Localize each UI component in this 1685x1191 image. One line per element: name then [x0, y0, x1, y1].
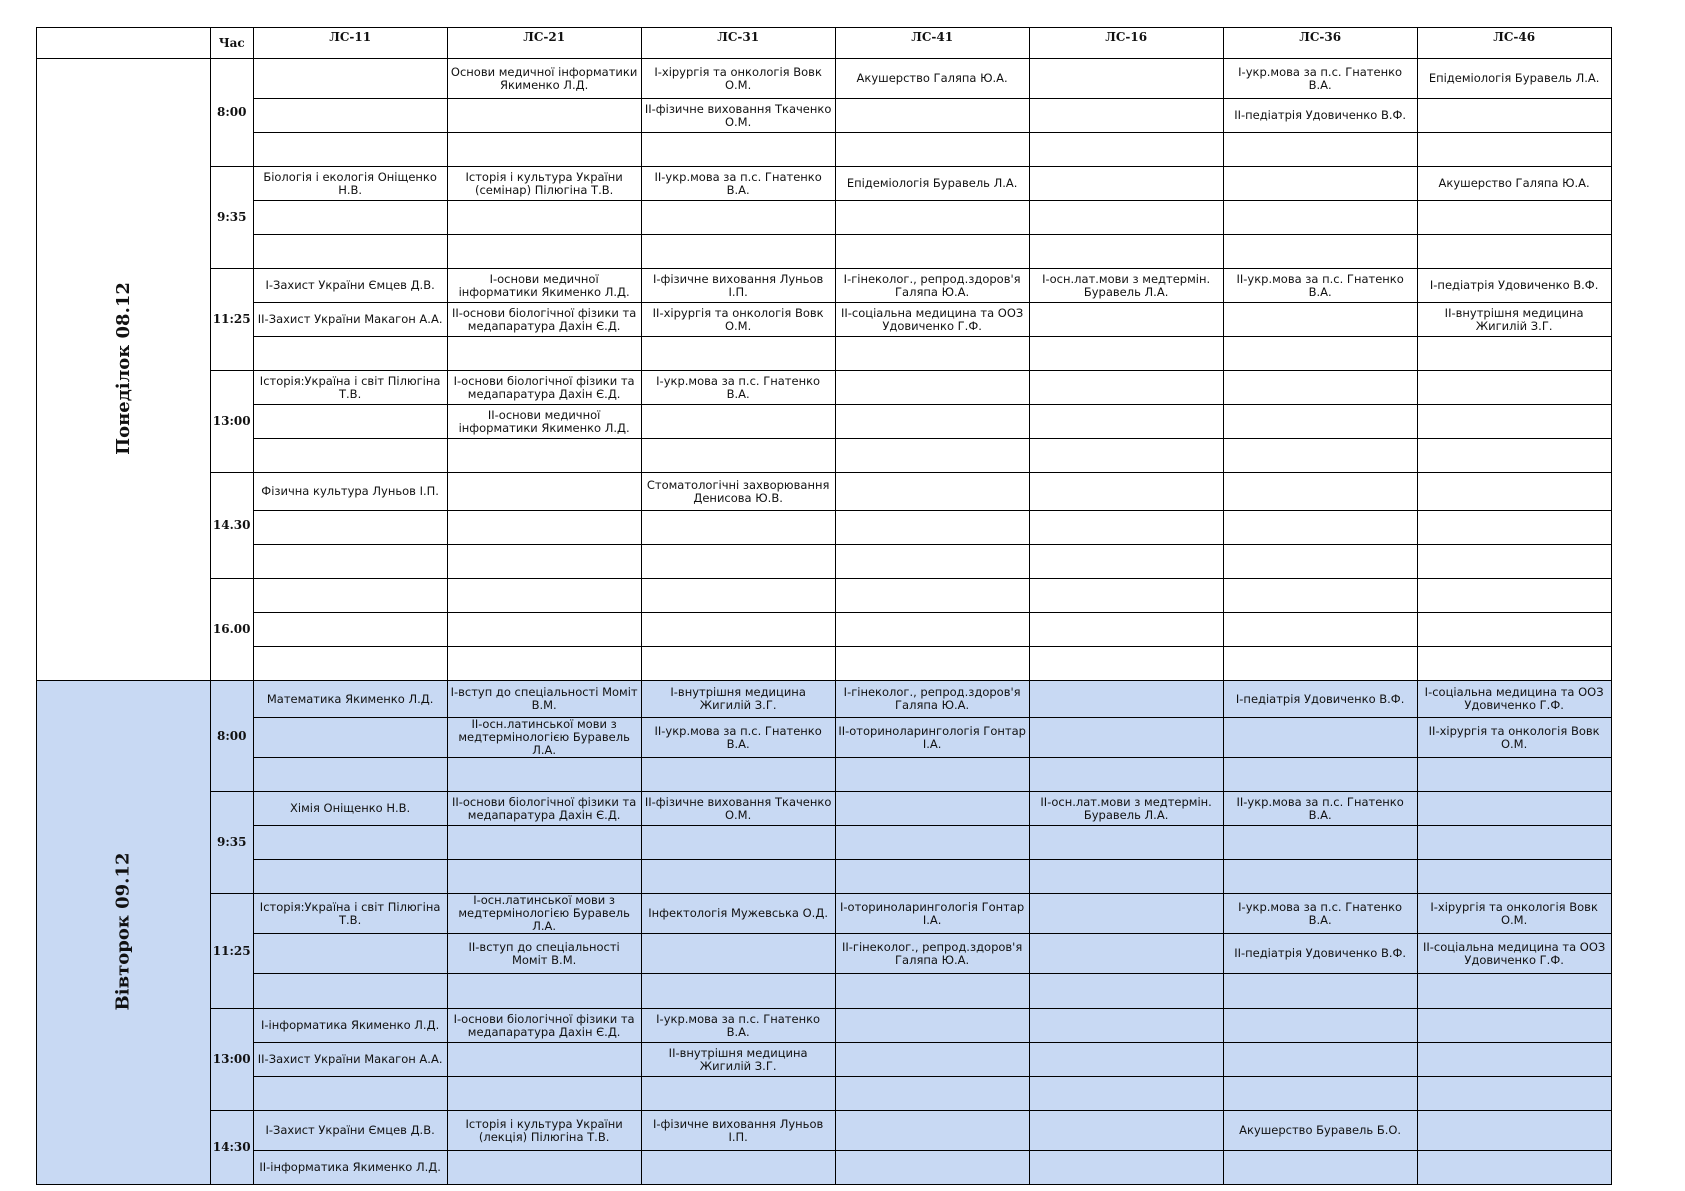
- group-header: ЛС-31: [641, 28, 835, 59]
- schedule-row: [37, 860, 1612, 894]
- class-cell: [835, 337, 1029, 371]
- class-cell: II-Захист України Макагон А.А.: [253, 303, 447, 337]
- class-cell: [447, 860, 641, 894]
- class-cell: I-фізичне виховання Луньов І.П.: [641, 269, 835, 303]
- time-cell: 8:00: [210, 59, 253, 167]
- schedule-row: [37, 934, 1612, 974]
- class-cell: [1223, 439, 1417, 473]
- class-cell: [1417, 1009, 1611, 1043]
- class-cell: [641, 826, 835, 860]
- class-cell: [1417, 758, 1611, 792]
- schedule-row: [37, 647, 1612, 681]
- class-cell: [1029, 934, 1223, 974]
- class-cell: [447, 647, 641, 681]
- class-cell: Історія:Україна і світ Пілюгіна Т.В.: [253, 371, 447, 405]
- class-cell: [1417, 439, 1611, 473]
- class-cell: [1417, 1077, 1611, 1111]
- class-cell: Інфектологія Мужевська О.Д.: [641, 894, 835, 934]
- class-cell: [835, 826, 1029, 860]
- schedule-row: [37, 894, 1612, 934]
- class-cell: [1417, 337, 1611, 371]
- schedule-row: [37, 167, 1612, 201]
- schedule-row: [37, 133, 1612, 167]
- class-cell: [253, 337, 447, 371]
- schedule-row: [37, 99, 1612, 133]
- schedule-row: [37, 718, 1612, 758]
- class-cell: [1223, 579, 1417, 613]
- schedule-sheet: [36, 27, 1612, 1185]
- class-cell: [641, 647, 835, 681]
- class-cell: I-хірургія та онкологія Вовк О.М.: [641, 59, 835, 99]
- corner-cell: [37, 28, 211, 59]
- schedule-row: [37, 579, 1612, 613]
- class-cell: [1029, 201, 1223, 235]
- time-cell: 11:25: [210, 894, 253, 1009]
- class-cell: Фізична культура Луньов І.П.: [253, 473, 447, 511]
- class-cell: [253, 1077, 447, 1111]
- class-cell: [641, 133, 835, 167]
- class-cell: I-соціальна медицина та ООЗ Удовиченко Г.Ф.: [1417, 681, 1611, 718]
- group-header: ЛС-11: [253, 28, 447, 59]
- class-cell: [447, 1043, 641, 1077]
- class-cell: [835, 201, 1029, 235]
- class-cell: II-Захист України Макагон А.А.: [253, 1043, 447, 1077]
- class-cell: [1029, 99, 1223, 133]
- class-cell: [1417, 473, 1611, 511]
- time-cell: 9:35: [210, 792, 253, 894]
- schedule-row: [37, 511, 1612, 545]
- time-cell: 14:30: [210, 1111, 253, 1185]
- schedule-row: [37, 439, 1612, 473]
- class-cell: [253, 59, 447, 99]
- class-cell: [253, 860, 447, 894]
- class-cell: [253, 718, 447, 758]
- class-cell: [447, 579, 641, 613]
- class-cell: II-педіатрія Удовиченко В.Ф.: [1223, 934, 1417, 974]
- time-cell: 11:25: [210, 269, 253, 371]
- schedule-row: [37, 792, 1612, 826]
- class-cell: [1223, 1077, 1417, 1111]
- class-cell: I-основи медичної інформатики Якименко Л.Д.: [447, 269, 641, 303]
- class-cell: [447, 133, 641, 167]
- class-cell: [1417, 860, 1611, 894]
- class-cell: [447, 439, 641, 473]
- class-cell: [253, 405, 447, 439]
- class-cell: [1417, 511, 1611, 545]
- class-cell: [835, 511, 1029, 545]
- class-cell: I-інформатика Якименко Л.Д.: [253, 1009, 447, 1043]
- class-cell: [447, 235, 641, 269]
- class-cell: I-вступ до спеціальності Моміт В.М.: [447, 681, 641, 718]
- class-cell: I-хірургія та онкологія Вовк О.М.: [1417, 894, 1611, 934]
- class-cell: Історія:Україна і світ Пілюгіна Т.В.: [253, 894, 447, 934]
- class-cell: I-укр.мова за п.с. Гнатенко В.А.: [641, 1009, 835, 1043]
- class-cell: II-фізичне виховання Ткаченко О.М.: [641, 99, 835, 133]
- class-cell: I-Захист України Ємцев Д.В.: [253, 269, 447, 303]
- class-cell: [1223, 974, 1417, 1009]
- class-cell: II-основи біологічної фізики та медапаратура Дахін Є.Д.: [447, 303, 641, 337]
- class-cell: I-педіатрія Удовиченко В.Ф.: [1417, 269, 1611, 303]
- class-cell: I-укр.мова за п.с. Гнатенко В.А.: [641, 371, 835, 405]
- class-cell: [835, 579, 1029, 613]
- class-cell: [835, 792, 1029, 826]
- class-cell: Епідеміологія Буравель Л.А.: [835, 167, 1029, 201]
- class-cell: [641, 860, 835, 894]
- class-cell: [1223, 545, 1417, 579]
- class-cell: [1029, 303, 1223, 337]
- class-cell: [1417, 201, 1611, 235]
- class-cell: [835, 133, 1029, 167]
- schedule-row: [37, 371, 1612, 405]
- class-cell: [1223, 860, 1417, 894]
- class-cell: [1417, 545, 1611, 579]
- class-cell: I-фізичне виховання Луньов І.П.: [641, 1111, 835, 1151]
- class-cell: Математика Якименко Л.Д.: [253, 681, 447, 718]
- time-cell: 9:35: [210, 167, 253, 269]
- class-cell: [641, 439, 835, 473]
- group-header: ЛС-36: [1223, 28, 1417, 59]
- schedule-row: [37, 545, 1612, 579]
- class-cell: [1223, 473, 1417, 511]
- schedule-row: [37, 1111, 1612, 1151]
- class-cell: [253, 235, 447, 269]
- class-cell: II-укр.мова за п.с. Гнатенко В.А.: [1223, 269, 1417, 303]
- class-cell: [835, 1111, 1029, 1151]
- class-cell: [1223, 337, 1417, 371]
- class-cell: [835, 439, 1029, 473]
- time-cell: 16.00: [210, 579, 253, 681]
- class-cell: II-інформатика Якименко Л.Д.: [253, 1151, 447, 1185]
- class-cell: [1029, 511, 1223, 545]
- day-label: Понеділок 08.12: [112, 282, 134, 455]
- schedule-row: [37, 974, 1612, 1009]
- class-cell: [1029, 758, 1223, 792]
- class-cell: [253, 758, 447, 792]
- class-cell: [1223, 1151, 1417, 1185]
- class-cell: I-осн.лат.мови з медтермін. Буравель Л.А.: [1029, 269, 1223, 303]
- class-cell: [253, 579, 447, 613]
- class-cell: II-основи медичної інформатики Якименко Л.Д.: [447, 405, 641, 439]
- class-cell: [835, 473, 1029, 511]
- class-cell: [253, 133, 447, 167]
- header-row: [37, 28, 1612, 59]
- class-cell: [253, 934, 447, 974]
- class-cell: [641, 579, 835, 613]
- class-cell: II-оториноларингологія Гонтар І.А.: [835, 718, 1029, 758]
- class-cell: II-педіатрія Удовиченко В.Ф.: [1223, 99, 1417, 133]
- class-cell: [447, 511, 641, 545]
- class-cell: [1223, 826, 1417, 860]
- class-cell: [1223, 201, 1417, 235]
- class-cell: I-гінеколог., репрод.здоров'я Галяпа Ю.А.: [835, 681, 1029, 718]
- class-cell: Акушерство Галяпа Ю.А.: [1417, 167, 1611, 201]
- group-header: ЛС-46: [1417, 28, 1611, 59]
- class-cell: I-укр.мова за п.с. Гнатенко В.А.: [1223, 59, 1417, 99]
- class-cell: [1223, 647, 1417, 681]
- class-cell: [253, 511, 447, 545]
- class-cell: [641, 613, 835, 647]
- class-cell: I-Захист України Ємцев Д.В.: [253, 1111, 447, 1151]
- class-cell: [1029, 647, 1223, 681]
- class-cell: II-соціальна медицина та ООЗ Удовиченко Г.Ф.: [1417, 934, 1611, 974]
- class-cell: [253, 974, 447, 1009]
- schedule-row: [37, 1077, 1612, 1111]
- class-cell: Акушерство Буравель Б.О.: [1223, 1111, 1417, 1151]
- class-cell: [447, 545, 641, 579]
- class-cell: [1029, 371, 1223, 405]
- class-cell: I-осн.латинської мови з медтермінологією Буравель Л.А.: [447, 894, 641, 934]
- class-cell: [1223, 235, 1417, 269]
- time-cell: 13:00: [210, 1009, 253, 1111]
- class-cell: [835, 613, 1029, 647]
- class-cell: [1029, 133, 1223, 167]
- class-cell: [1417, 579, 1611, 613]
- class-cell: [835, 371, 1029, 405]
- class-cell: II-соціальна медицина та ООЗ Удовиченко Г.Ф.: [835, 303, 1029, 337]
- class-cell: [1417, 99, 1611, 133]
- class-cell: [1029, 1009, 1223, 1043]
- class-cell: [835, 758, 1029, 792]
- class-cell: [835, 974, 1029, 1009]
- time-cell: 14.30: [210, 473, 253, 579]
- class-cell: II-осн.латинської мови з медтермінологією Буравель Л.А.: [447, 718, 641, 758]
- class-cell: I-педіатрія Удовиченко В.Ф.: [1223, 681, 1417, 718]
- class-cell: [1417, 405, 1611, 439]
- class-cell: [1417, 647, 1611, 681]
- class-cell: [1223, 718, 1417, 758]
- schedule-row: [37, 337, 1612, 371]
- class-cell: [1029, 1151, 1223, 1185]
- class-cell: [835, 1077, 1029, 1111]
- class-cell: [253, 99, 447, 133]
- class-cell: II-осн.лат.мови з медтермін. Буравель Л.А.: [1029, 792, 1223, 826]
- class-cell: I-основи біологічної фізики та медапаратура Дахін Є.Д.: [447, 371, 641, 405]
- class-cell: [641, 1151, 835, 1185]
- class-cell: Стоматологічні захворювання Денисова Ю.В.: [641, 473, 835, 511]
- schedule-row: [37, 59, 1612, 99]
- schedule-row: [37, 681, 1612, 718]
- class-cell: [641, 235, 835, 269]
- class-cell: [447, 1151, 641, 1185]
- class-cell: II-внутрішня медицина Жигилій З.Г.: [641, 1043, 835, 1077]
- class-cell: [835, 99, 1029, 133]
- class-cell: [447, 337, 641, 371]
- class-cell: [447, 613, 641, 647]
- class-cell: Біологія і екологія Оніщенко Н.В.: [253, 167, 447, 201]
- group-header: ЛС-21: [447, 28, 641, 59]
- class-cell: [253, 647, 447, 681]
- class-cell: [1029, 405, 1223, 439]
- class-cell: [1029, 579, 1223, 613]
- class-cell: Епідеміологія Буравель Л.А.: [1417, 59, 1611, 99]
- class-cell: [1029, 1043, 1223, 1077]
- class-cell: [1029, 59, 1223, 99]
- class-cell: [835, 235, 1029, 269]
- class-cell: [1029, 860, 1223, 894]
- class-cell: [835, 1151, 1029, 1185]
- class-cell: II-гінеколог., репрод.здоров'я Галяпа Ю.А.: [835, 934, 1029, 974]
- class-cell: [253, 201, 447, 235]
- class-cell: [641, 974, 835, 1009]
- class-cell: II-внутрішня медицина Жигилій З.Г.: [1417, 303, 1611, 337]
- class-cell: [641, 511, 835, 545]
- class-cell: [1029, 718, 1223, 758]
- class-cell: II-основи біологічної фізики та медапаратура Дахін Є.Д.: [447, 792, 641, 826]
- class-cell: [835, 405, 1029, 439]
- schedule-row: [37, 473, 1612, 511]
- class-cell: [253, 545, 447, 579]
- class-cell: [1223, 133, 1417, 167]
- class-cell: II-вступ до спеціальності Моміт В.М.: [447, 934, 641, 974]
- class-cell: [1223, 371, 1417, 405]
- schedule-row: [37, 1043, 1612, 1077]
- class-cell: Історія і культура України (семінар) Пілюгіна Т.В.: [447, 167, 641, 201]
- class-cell: II-фізичне виховання Ткаченко О.М.: [641, 792, 835, 826]
- class-cell: [1417, 371, 1611, 405]
- schedule-row: [37, 303, 1612, 337]
- class-cell: [447, 473, 641, 511]
- group-header: ЛС-16: [1029, 28, 1223, 59]
- schedule-row: [37, 613, 1612, 647]
- class-cell: [1223, 511, 1417, 545]
- schedule-row: [37, 405, 1612, 439]
- class-cell: [641, 934, 835, 974]
- schedule-row: [37, 1009, 1612, 1043]
- class-cell: Історія і культура України (лекція) Пілюгіна Т.В.: [447, 1111, 641, 1151]
- class-cell: I-гінеколог., репрод.здоров'я Галяпа Ю.А.: [835, 269, 1029, 303]
- class-cell: [1417, 1043, 1611, 1077]
- class-cell: [1029, 439, 1223, 473]
- schedule-body: [37, 59, 1612, 1185]
- class-cell: [641, 201, 835, 235]
- class-cell: [1417, 613, 1611, 647]
- class-cell: [1029, 545, 1223, 579]
- day-label-cell: [37, 681, 211, 1185]
- class-cell: [1029, 681, 1223, 718]
- class-cell: [835, 860, 1029, 894]
- class-cell: [1417, 974, 1611, 1009]
- schedule-row: [37, 1151, 1612, 1185]
- schedule-row: [37, 269, 1612, 303]
- class-cell: [1223, 405, 1417, 439]
- class-cell: [641, 758, 835, 792]
- class-cell: [835, 545, 1029, 579]
- class-cell: II-хірургія та онкологія Вовк О.М.: [641, 303, 835, 337]
- class-cell: [1417, 133, 1611, 167]
- class-cell: [835, 1009, 1029, 1043]
- class-cell: [1029, 1111, 1223, 1151]
- class-cell: [447, 758, 641, 792]
- class-cell: [447, 826, 641, 860]
- class-cell: [641, 545, 835, 579]
- class-cell: [1029, 337, 1223, 371]
- class-cell: [1417, 235, 1611, 269]
- class-cell: [1417, 1151, 1611, 1185]
- class-cell: [641, 1077, 835, 1111]
- time-cell: 13:00: [210, 371, 253, 473]
- class-cell: [641, 405, 835, 439]
- class-cell: I-внутрішня медицина Жигилій З.Г.: [641, 681, 835, 718]
- day-label: Вівторок 09.12: [112, 852, 134, 1011]
- class-cell: II-укр.мова за п.с. Гнатенко В.А.: [1223, 792, 1417, 826]
- class-cell: [1029, 974, 1223, 1009]
- schedule-row: [37, 201, 1612, 235]
- class-cell: [1417, 792, 1611, 826]
- class-cell: [641, 337, 835, 371]
- class-cell: [1223, 167, 1417, 201]
- class-cell: [1223, 303, 1417, 337]
- class-cell: [447, 1077, 641, 1111]
- class-cell: [447, 974, 641, 1009]
- class-cell: [1029, 1077, 1223, 1111]
- class-cell: [447, 201, 641, 235]
- class-cell: [1417, 1111, 1611, 1151]
- hour-header: Час: [210, 28, 253, 59]
- schedule-table: [36, 27, 1612, 1185]
- class-cell: Основи медичної інформатики Якименко Л.Д.: [447, 59, 641, 99]
- class-cell: I-основи біологічної фізики та медапаратура Дахін Є.Д.: [447, 1009, 641, 1043]
- class-cell: Акушерство Галяпа Ю.А.: [835, 59, 1029, 99]
- class-cell: [253, 613, 447, 647]
- class-cell: [1029, 826, 1223, 860]
- class-cell: [1029, 613, 1223, 647]
- schedule-row: [37, 826, 1612, 860]
- class-cell: Хімія Оніщенко Н.В.: [253, 792, 447, 826]
- schedule-row: [37, 758, 1612, 792]
- class-cell: I-оториноларингологія Гонтар І.А.: [835, 894, 1029, 934]
- class-cell: [1029, 235, 1223, 269]
- class-cell: [1029, 894, 1223, 934]
- class-cell: II-хірургія та онкологія Вовк О.М.: [1417, 718, 1611, 758]
- class-cell: [1417, 826, 1611, 860]
- class-cell: II-укр.мова за п.с. Гнатенко В.А.: [641, 718, 835, 758]
- class-cell: [1223, 758, 1417, 792]
- class-cell: [835, 647, 1029, 681]
- class-cell: [1223, 1043, 1417, 1077]
- class-cell: [835, 1043, 1029, 1077]
- time-cell: 8:00: [210, 681, 253, 792]
- class-cell: II-укр.мова за п.с. Гнатенко В.А.: [641, 167, 835, 201]
- class-cell: [253, 439, 447, 473]
- class-cell: [253, 826, 447, 860]
- class-cell: [447, 99, 641, 133]
- class-cell: [1029, 167, 1223, 201]
- class-cell: [1223, 613, 1417, 647]
- group-header: ЛС-41: [835, 28, 1029, 59]
- class-cell: [1029, 473, 1223, 511]
- day-label-cell: [37, 59, 211, 681]
- class-cell: I-укр.мова за п.с. Гнатенко В.А.: [1223, 894, 1417, 934]
- class-cell: [1223, 1009, 1417, 1043]
- schedule-row: [37, 235, 1612, 269]
